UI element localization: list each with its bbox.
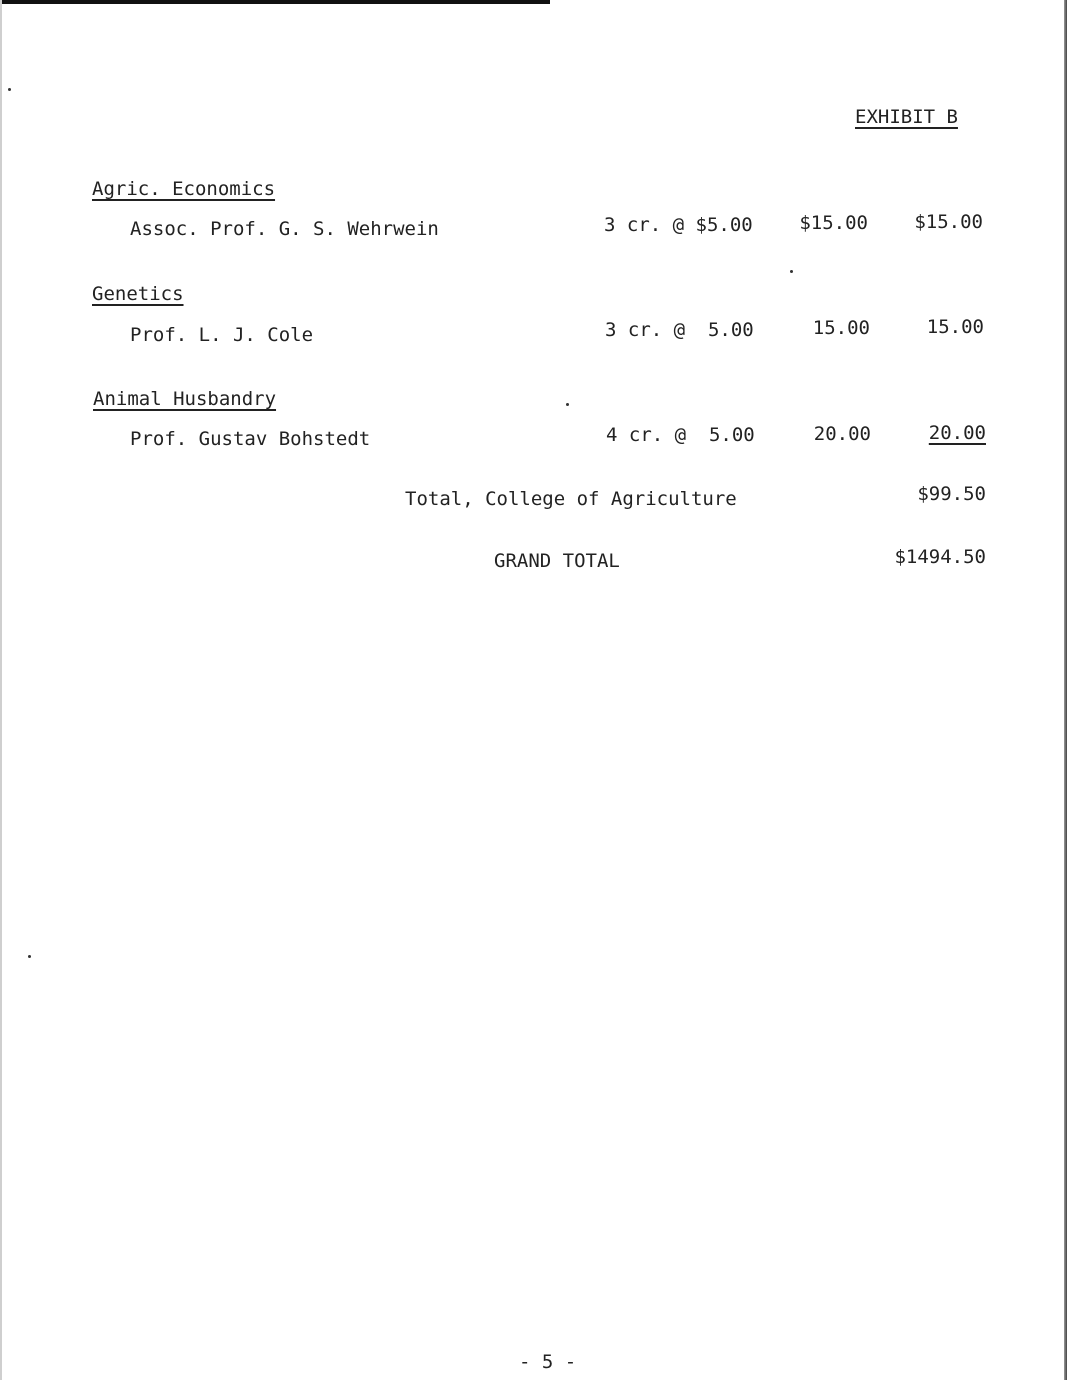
exhibit-label: EXHIBIT B <box>855 106 958 128</box>
amount: $15.00 <box>799 212 868 234</box>
ink-speck <box>790 270 793 273</box>
page-top-edge <box>0 0 550 4</box>
section-heading: Animal Husbandry <box>93 388 277 410</box>
ink-speck <box>28 955 31 958</box>
ink-speck <box>8 88 11 91</box>
section-total: 20.00 <box>928 422 986 444</box>
credit-rate: 4 cr. @ 5.00 <box>606 424 755 446</box>
credit-rate: 3 cr. @ 5.00 <box>605 319 754 341</box>
faculty-name: Assoc. Prof. G. S. Wehrwein <box>130 218 439 240</box>
section-heading: Genetics <box>92 283 184 305</box>
section-total: $15.00 <box>914 211 983 233</box>
faculty-name: Prof. Gustav Bohstedt <box>130 428 371 450</box>
section-total: 15.00 <box>926 316 984 338</box>
college-total-label: Total, College of Agriculture <box>405 488 737 510</box>
amount: 15.00 <box>812 317 870 339</box>
page-number: - 5 - <box>519 1351 577 1373</box>
page-right-edge <box>1064 0 1067 1380</box>
amount: 20.00 <box>813 423 871 445</box>
credit-rate: 3 cr. @ $5.00 <box>604 214 753 236</box>
page-left-edge <box>0 0 2 1380</box>
grand-total-label: GRAND TOTAL <box>494 550 620 572</box>
grand-total-value: $1494.50 <box>894 546 986 568</box>
faculty-name: Prof. L. J. Cole <box>130 324 314 346</box>
college-total-value: $99.50 <box>917 483 986 505</box>
ink-speck <box>566 403 569 406</box>
section-heading: Agric. Economics <box>92 178 276 200</box>
